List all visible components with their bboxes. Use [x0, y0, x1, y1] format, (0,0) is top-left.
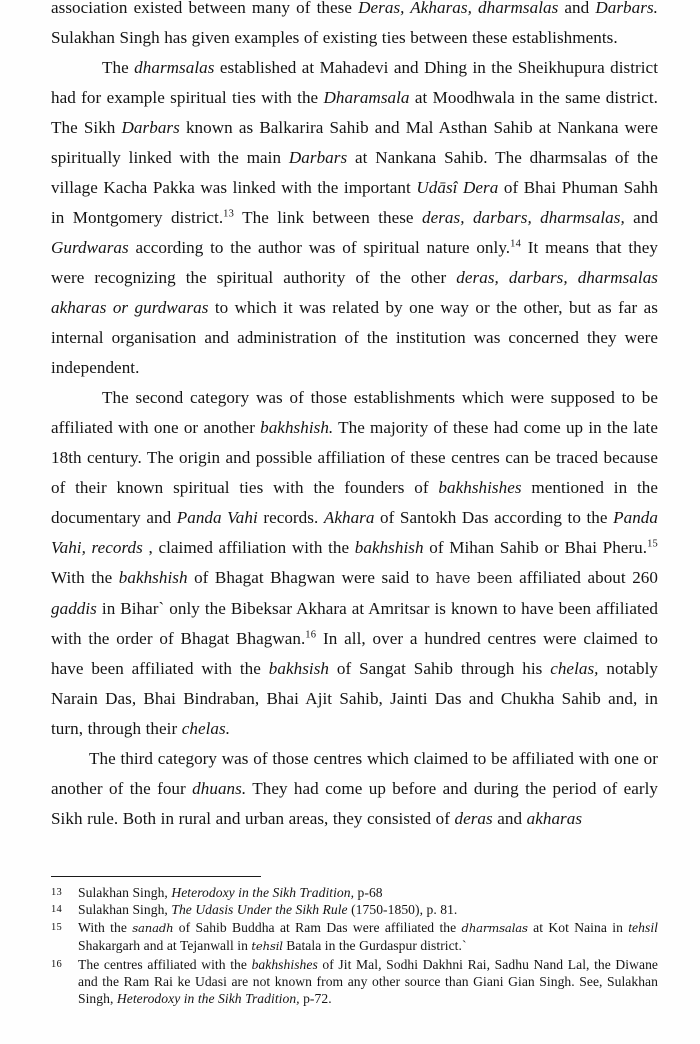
text-run-italic: deras [454, 809, 493, 828]
footnote-number: 13 [51, 887, 62, 898]
text-run-italic: Heterodoxy in the Sikh Tradition, [116, 991, 300, 1007]
text-run-italic: bakhshishes [438, 478, 522, 497]
text-run-italic: Heterodoxy in the Sikh Tradition, [171, 885, 355, 900]
text-run-italic: Akhara [323, 508, 375, 527]
text-run: of Bhai Phuman Sahh in Montgomery district. [51, 178, 659, 227]
footnote-number: 14 [51, 904, 62, 916]
text-run: (1750-1850), p. 81. [347, 902, 458, 918]
text-run-italic: bakhsish [268, 659, 330, 678]
text-run: to which it was related by one way or the other, but as far as internal organisation and administration of the institution was concerned they were independent. [51, 298, 658, 377]
footnote-entry-13 [51, 884, 658, 901]
text-run: of Sangat Sahib through his [329, 659, 551, 678]
text-run: of Jit Mal, Sodhi Dakhni Rai, Sadhu Nand Lal, the Diwane and the Ram Rai ke Udasi are not known from any other source than Giani Gian Singh. See, Sulakhan Singh, [78, 956, 658, 1007]
text-run-italic: bakhshish. [260, 418, 334, 437]
footnote-number: 15 [51, 921, 62, 933]
text-run-italic: tehsil [628, 919, 658, 935]
text-run-italic: deras, darbars, dharmsalas akharas or gurdwaras [51, 268, 658, 317]
text-run: of Santokh Das according to the [374, 508, 614, 527]
footnote-marker-15[interactable]: 15 [647, 538, 659, 550]
text-run-condensed-italic: tehsil [251, 939, 283, 954]
footnote-marker-13[interactable]: 13 [223, 208, 235, 220]
text-run: notably Narain Das, Bhai Bindraban, Bhai Ajit Sahib, Jainti Das and Chukha Sahib and, in turn, through their [51, 659, 658, 738]
text-run: association existed between many of these [51, 0, 359, 17]
footnote-text [78, 919, 658, 956]
text-run: p-68 [354, 885, 383, 900]
text-run-alt-face: have been [435, 570, 513, 587]
text-run: Sulakhan Singh has given examples of existing ties between these establishments. [51, 28, 618, 47]
body-text-column [51, 0, 658, 834]
footnote-section [51, 876, 658, 1008]
text-run-italic: Deras, Akharas, dharmsalas [358, 0, 559, 17]
footnote-entry-16 [51, 956, 658, 1008]
text-run: The centres affiliated with the [78, 956, 252, 972]
footnote-separator-rule [51, 876, 261, 877]
text-run: The majority of these had come up in the late 18th century. The origin and possible affiliation of these centres can be traced because of their known spiritual ties with the founders of [51, 418, 658, 497]
text-run: at Moodhwala in the same district. The Sikh [51, 88, 658, 137]
text-run: affiliated about 260 [512, 568, 658, 587]
paragraph-third-category [51, 744, 658, 834]
text-run: of Bhagat Bhagwan were said to [187, 568, 436, 587]
text-run-italic: bakhshish [354, 538, 424, 557]
text-run: Shakargarh and at Tejanwall in [78, 938, 252, 954]
text-run: The link between these [234, 208, 422, 227]
text-run: With the [78, 919, 133, 935]
text-run-italic: deras, darbars, dharmsalas, [421, 208, 625, 227]
text-run: of Sahib Buddha at Ram Das were affiliated the [173, 919, 462, 935]
text-run-italic: Panda Vahi, records [51, 508, 658, 557]
text-run: and [624, 208, 659, 227]
text-run-italic: chelas, [550, 659, 599, 678]
text-run-italic: dharmsalas [134, 58, 215, 77]
text-run-italic: bakhshishes [251, 956, 318, 972]
text-run: at Kot Naina in [527, 919, 629, 935]
footnote-text [78, 901, 658, 918]
text-run: records. [257, 508, 324, 527]
text-run: The third category was of those centres which claimed to be affiliated with one or another of the four [51, 749, 658, 798]
text-run-condensed-italic: dharmsalas [461, 920, 528, 935]
text-run-italic: Darbars [288, 148, 348, 167]
text-run: and [492, 809, 527, 828]
text-run: mentioned in the documentary and [51, 478, 658, 527]
text-run: They had come up before and during the period of early Sikh rule. Both in rural and urban areas, they consisted of [51, 779, 658, 828]
text-run-italic: dhuans. [192, 779, 247, 798]
text-run: Batala in the Gurdaspur district.` [282, 938, 467, 954]
text-run: of Mihan Sahib or Bhai Pheru. [423, 538, 648, 557]
paragraph-continuation [51, 0, 658, 53]
text-run-italic: bakhshish [118, 568, 188, 587]
text-run: and [558, 0, 596, 17]
footnote-entry-14 [51, 901, 658, 918]
footnote-marker-14[interactable]: 14 [510, 238, 522, 250]
text-run: It means that they were recognizing the spiritual authority of the other [51, 238, 658, 287]
footnote-entry-15 [51, 919, 658, 956]
text-run: established at Mahadevi and Dhing in the Sheikhupura district had for example spiritual ties with the [51, 58, 658, 107]
text-run: In all, over a hundred centres were claimed to have been affiliated with the [51, 629, 658, 678]
text-run-italic: Panda Vahi [176, 508, 258, 527]
text-run-italic: chelas. [181, 719, 231, 738]
text-run: in Bihar` only the Bibeksar Akhara at Amritsar is known to have been affiliated with the order of Bhagat Bhagwan. [51, 599, 658, 648]
text-run-italic: The Udasis Under the Sikh Rule [171, 902, 348, 918]
footnote-text [78, 956, 658, 1008]
text-run-italic: gaddis [51, 599, 97, 618]
text-run: according to the author was of spiritual nature only. [128, 238, 511, 257]
text-run: The [102, 58, 135, 77]
text-run-italic: akharas [526, 809, 583, 828]
text-run-italic: Gurdwaras [51, 238, 129, 257]
text-run: With the [51, 568, 119, 587]
text-run: Sulakhan Singh, [78, 885, 172, 900]
text-run-italic: Darbars [121, 118, 180, 137]
text-run: p-72. [299, 991, 332, 1007]
text-run-italic: Dharamsala [323, 88, 410, 107]
text-run-condensed-italic: sanadh [132, 920, 174, 935]
text-run: at Nankana Sahib. The dharmsalas of the village Kacha Pakka was linked with the important [51, 148, 658, 197]
footnote-number: 16 [51, 958, 62, 970]
text-run-italic: Darbars. [595, 0, 658, 17]
footnote-text [78, 884, 658, 901]
text-run: known as Balkarira Sahib and Mal Asthan Sahib at Nankana were spiritually linked with the main [51, 118, 658, 167]
footnote-marker-16[interactable]: 16 [305, 629, 317, 641]
paragraph-dharmsalas [51, 53, 658, 383]
text-run: , claimed affiliation with the [148, 538, 355, 557]
paragraph-second-category [51, 383, 658, 744]
text-run-italic: Udāsî Dera [416, 178, 499, 197]
text-run: Sulakhan Singh, [78, 902, 172, 918]
text-run: The second category was of those establishments which were supposed to be affiliated with one or another [51, 388, 658, 437]
